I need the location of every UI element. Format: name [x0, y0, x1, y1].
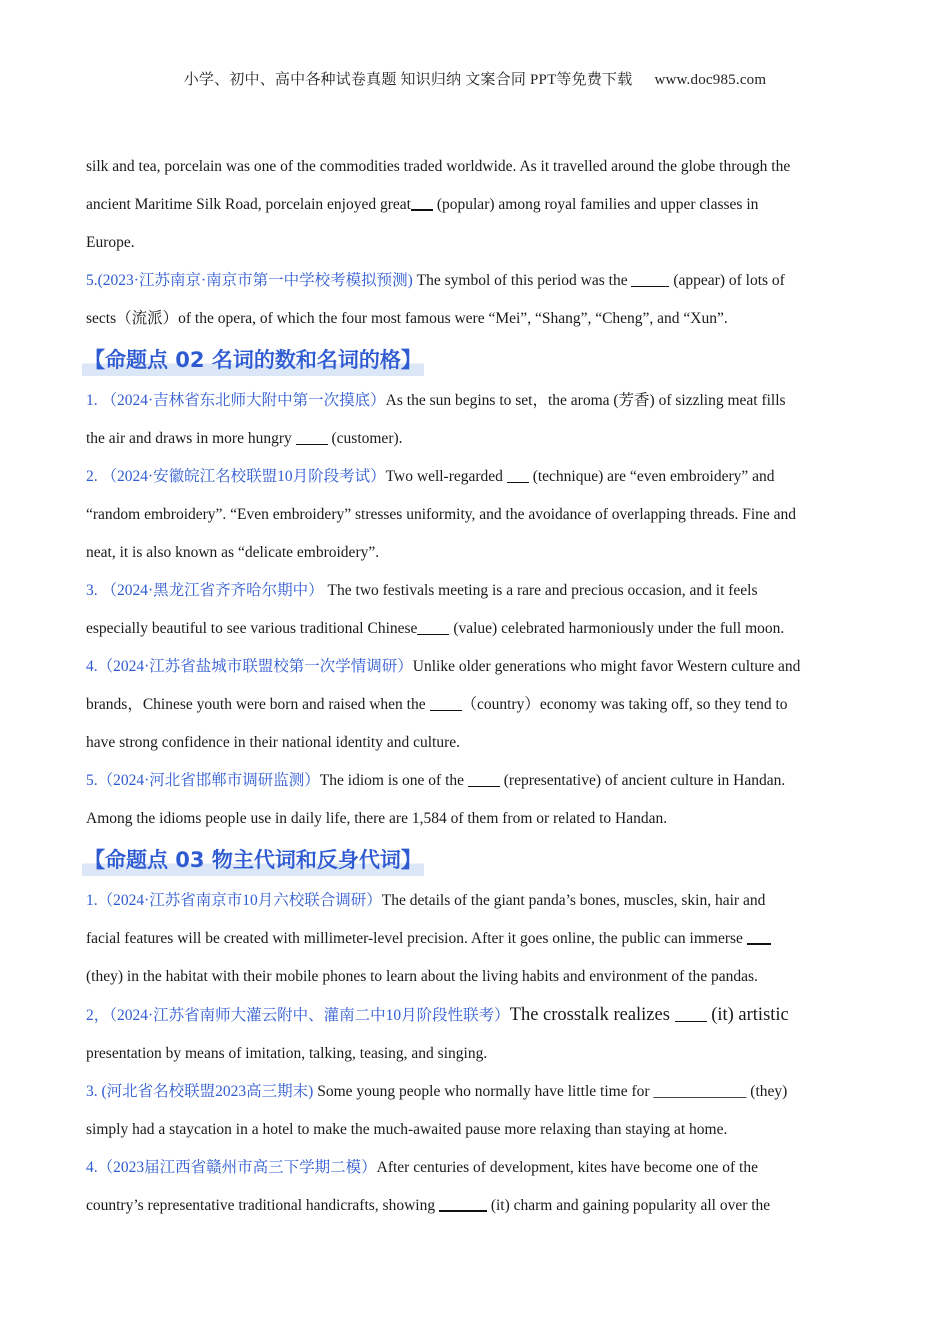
- question-item: 2. （2024·安徽皖江名校联盟10月阶段考试）Two well-regarded (technique) are “even embroidery” and: [86, 468, 775, 485]
- question-item: 4.（2024·江苏省盐城市联盟校第一次学情调研）Unlike older generations who might favor Western culture and: [86, 658, 801, 675]
- answer-blank[interactable]: [747, 942, 771, 945]
- question-source: 1.（2024·江苏省南京市10月六校联合调研）: [86, 892, 382, 909]
- question-line: sects（流派）of the opera, of which the four most famous were “Mei”, “Shang”, “Cheng”, and “Xun”.: [86, 310, 728, 327]
- section-heading-03: 【命题点 03 物主代词和反身代词】: [82, 846, 424, 876]
- question-line: (they) in the habitat with their mobile phones to learn about the living habits and environment of the pandas.: [86, 968, 758, 985]
- answer-blank[interactable]: [468, 785, 500, 787]
- question-source: 4.（2023届江西省赣州市高三下学期二模）: [86, 1159, 377, 1176]
- question-line: Among the idioms people use in daily life, there are 1,584 of them from or related to Handan.: [86, 810, 668, 827]
- answer-blank[interactable]: ____________: [653, 1083, 747, 1100]
- question-line: simply had a staycation in a hotel to make the much-awaited pause more relaxing than staying at home.: [86, 1121, 728, 1138]
- question-source: 5.（2024·河北省邯郸市调研监测）: [86, 772, 320, 789]
- question-line: especially beautiful to see various traditional Chinese (value) celebrated harmoniously under the full moon.: [86, 620, 785, 637]
- answer-blank[interactable]: [417, 633, 449, 635]
- question-item: 1. （2024·吉林省东北师大附中第一次摸底）As the sun begins to set，the aroma (芳香) of sizzling meat fills: [86, 392, 786, 409]
- answer-blank[interactable]: [631, 285, 669, 287]
- question-source: 5.(2023·江苏南京·南京市第一中学校考模拟预测): [86, 272, 413, 289]
- question-source: 2，（2024·江苏省南师大灌云附中、灌南二中10月阶段性联考）: [86, 1007, 510, 1024]
- answer-blank[interactable]: [675, 1020, 707, 1022]
- question-line: neat, it is also known as “delicate embroidery”.: [86, 544, 380, 561]
- question-line: presentation by means of imitation, talking, teasing, and singing.: [86, 1045, 488, 1062]
- question-item: 5.（2024·河北省邯郸市调研监测）The idiom is one of the (representative) of ancient culture in Handan.: [86, 772, 786, 789]
- page-header: [0, 68, 950, 89]
- question-item: 5.(2023·江苏南京·南京市第一中学校考模拟预测) The symbol of this period was the (appear) of lots of: [86, 272, 785, 289]
- answer-blank[interactable]: [439, 1209, 487, 1212]
- continuation-line: silk and tea, porcelain was one of the commodities traded worldwide. As it travelled around the globe through the: [86, 158, 791, 175]
- question-line: country’s representative traditional handicrafts, showing (it) charm and gaining popularity all over the: [86, 1197, 771, 1214]
- answer-blank[interactable]: [430, 709, 462, 711]
- question-item: 2，（2024·江苏省南师大灌云附中、灌南二中10月阶段性联考）The crosstalk realizes (it) artistic: [86, 1005, 789, 1025]
- question-line: have strong confidence in their national identity and culture.: [86, 734, 461, 751]
- question-item: 1.（2024·江苏省南京市10月六校联合调研）The details of the giant panda’s bones, muscles, skin, hair and: [86, 892, 766, 909]
- continuation-line: Europe.: [86, 234, 135, 251]
- section-heading-02: 【命题点 02 名词的数和名词的格】: [82, 346, 424, 376]
- question-line: facial features will be created with millimeter-level precision. After it goes online, the public can immerse: [86, 920, 866, 958]
- question-source: 3. (河北省名校联盟2023高三期末): [86, 1083, 314, 1100]
- question-source: 1. （2024·吉林省东北师大附中第一次摸底）: [86, 392, 386, 409]
- question-item: 3. （2024·黑龙江省齐齐哈尔期中） The two festivals meeting is a rare and precious occasion, and it feels: [86, 582, 758, 599]
- question-source: 2. （2024·安徽皖江名校联盟10月阶段考试）: [86, 468, 386, 485]
- question-source: 3. （2024·黑龙江省齐齐哈尔期中）: [86, 582, 324, 599]
- answer-blank[interactable]: [296, 443, 328, 445]
- question-line: brands，Chinese youth were born and raised when the （country）economy was taking off, so they tend to: [86, 696, 788, 713]
- question-item: 4.（2023届江西省赣州市高三下学期二模）After centuries of development, kites have become one of the: [86, 1159, 758, 1176]
- document-body: [86, 148, 866, 1225]
- question-item: 3. (河北省名校联盟2023高三期末) Some young people who normally have little time for ____________ (they): [86, 1083, 788, 1100]
- header-site: www.doc985.com: [654, 72, 767, 88]
- continuation-line: ancient Maritime Silk Road, porcelain enjoyed great (popular) among royal families and upper classes in: [86, 196, 759, 213]
- answer-blank[interactable]: [411, 208, 433, 211]
- question-line: “random embroidery”. “Even embroidery” stresses uniformity, and the avoidance of overlapping threads. Fine and: [86, 506, 797, 523]
- question-source: 4.（2024·江苏省盐城市联盟校第一次学情调研）: [86, 658, 413, 675]
- question-line: the air and draws in more hungry (customer).: [86, 430, 403, 447]
- answer-blank[interactable]: [507, 481, 529, 483]
- header-title: 小学、初中、高中各种试卷真题 知识归纳 文案合同 PPT等免费下载: [183, 72, 633, 88]
